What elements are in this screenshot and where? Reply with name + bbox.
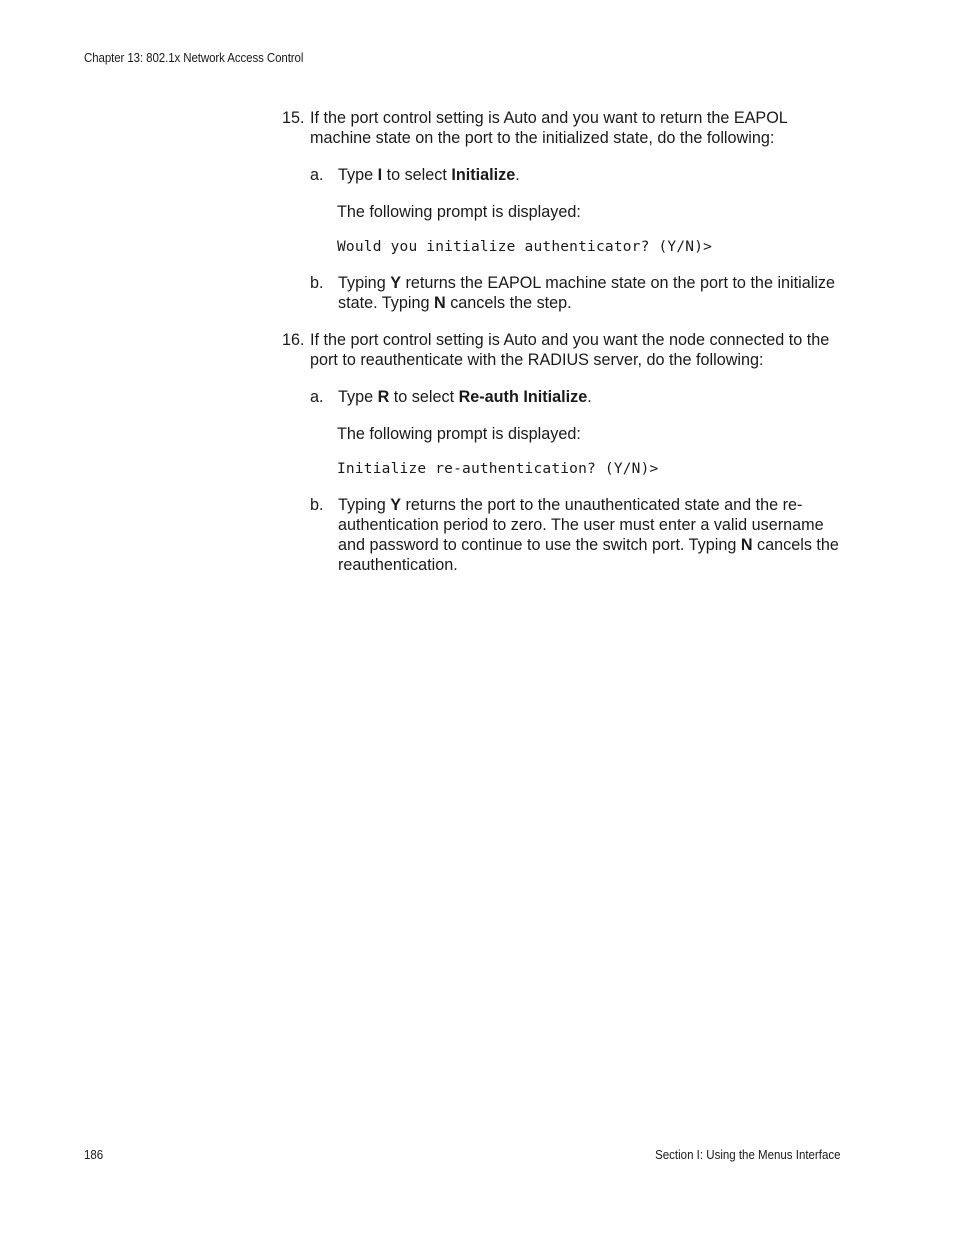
step-number: 16. [282,331,305,349]
key-label: N [434,294,446,312]
substep-text: Typing [338,274,391,292]
key-label: Y [390,274,402,292]
substep-text: returns the port to the unauthenticated state and the re-authentication period to zero. The user must enter a valid username and password to continue to use the switch port. Typing [338,496,824,554]
substep-text: returns the EAPOL machine state on the port to the initialize state. Typing [338,274,836,312]
substep-text: Typing [338,496,391,514]
substep-letter: b. [310,496,324,514]
prompt-intro: The following prompt is displayed: [337,425,581,443]
substep-15a [310,165,852,185]
key-label: R [377,388,390,406]
substep-15b [310,273,852,313]
step-16 [282,330,852,370]
substep-16a [310,387,852,407]
step-number: 15. [282,109,305,127]
running-header: Chapter 13: 802.1x Network Access Control [84,51,304,65]
step-text: If the port control setting is Auto and you want to return the EAPOL machine state on the port to the initialized state, do the following: [310,109,788,147]
substep-text: to select [389,388,459,406]
step-text: If the port control setting is Auto and you want the node connected to the port to reauthenticate with the RADIUS server, do the following: [310,331,830,369]
substep-text: Type [338,388,378,406]
step-15 [282,108,852,148]
substep-text: Type [338,166,378,184]
key-label: N [740,536,753,554]
option-label: Re-auth Initialize [458,388,588,406]
substep-letter: b. [310,274,324,292]
substep-text: to select [382,166,452,184]
prompt-intro: The following prompt is displayed: [337,203,581,221]
prompt-code: Would you initialize authenticator? (Y/N)> [337,239,713,255]
document-body [282,108,852,592]
substep-letter: a. [310,166,324,184]
key-label: Y [390,496,402,514]
substep-text: . [587,388,592,406]
substep-16b [310,495,852,575]
substep-text: . [515,166,520,184]
prompt-code: Initialize re-authentication? (Y/N)> [337,461,659,477]
substep-text: cancels the step. [445,294,572,312]
substep-text: cancels the reauthentication. [338,536,839,574]
option-label: Initialize [451,166,516,184]
section-title: Section I: Using the Menus Interface [654,1148,840,1162]
key-label: I [377,166,383,184]
page-number: 186 [84,1148,104,1162]
substep-letter: a. [310,388,324,406]
